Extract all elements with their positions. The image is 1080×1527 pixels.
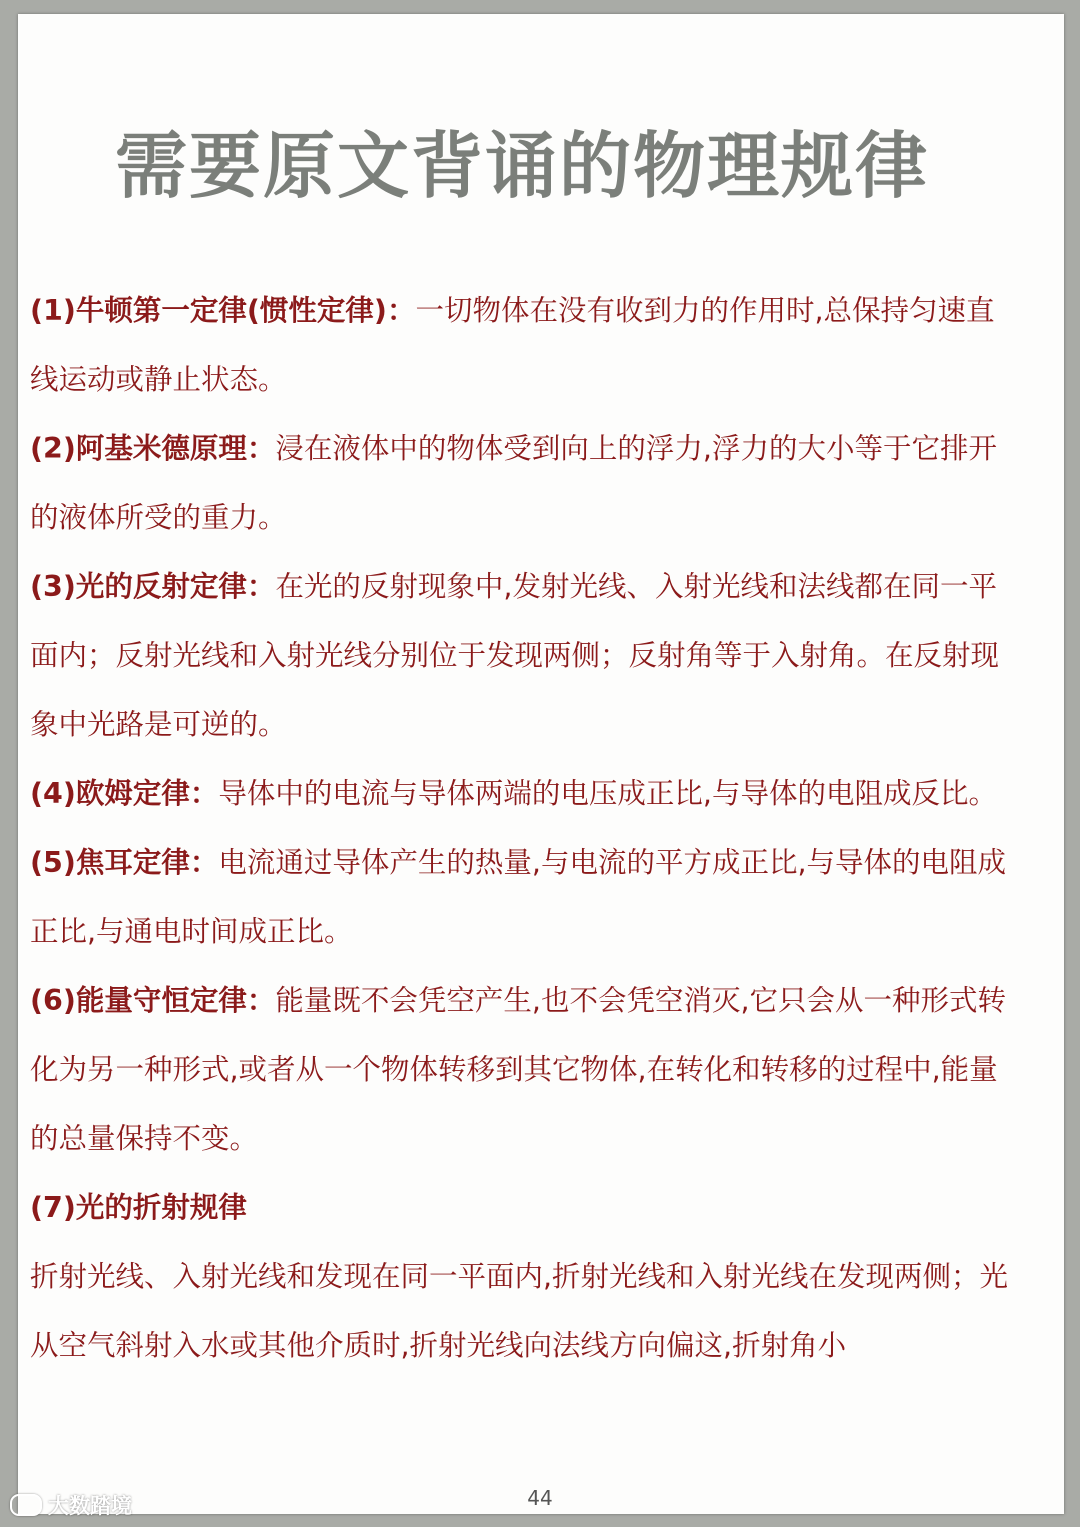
law-separator: ： <box>189 777 219 810</box>
law-text: 在光的反射现象中,发射光线、入射光线和法线都在同一平面内；反射光线和入射光线分别位于发现两侧；反射角等于入射角。在反射现象中光路是可逆的。 <box>30 570 1000 741</box>
law-item-4 <box>30 759 1020 828</box>
law-item-7 <box>30 1173 1020 1242</box>
page-title: 需要原文背诵的物理规律 <box>114 124 929 208</box>
law-item-2 <box>30 414 1020 552</box>
law-item-6 <box>30 966 1020 1173</box>
law-list <box>30 276 1020 1380</box>
law-text: 导体中的电流与导体两端的电压成正比,与导体的电阻成反比。 <box>218 777 997 810</box>
law-heading: (1)牛顿第一定律(惯性定律) <box>30 294 387 327</box>
law-heading: (5)焦耳定律 <box>30 846 190 879</box>
law-heading: (2)阿基米德原理 <box>30 432 247 465</box>
law-heading: (7)光的折射规律 <box>30 1191 247 1224</box>
watermark-logo-icon <box>10 1494 42 1516</box>
law-heading: (3)光的反射定律 <box>30 570 247 603</box>
watermark <box>10 1490 132 1520</box>
law-text: 能量既不会凭空产生,也不会凭空消灭,它只会从一种形式转化为另一种形式,或者从一个物体转移到其它物体,在转化和转移的过程中,能量的总量保持不变。 <box>30 984 1007 1155</box>
law-separator: ： <box>246 432 276 465</box>
law-separator: ： <box>246 984 276 1017</box>
law-text: 一切物体在没有收到力的作用时,总保持匀速直线运动或静止状态。 <box>30 294 995 396</box>
page-number: 44 <box>527 1486 553 1510</box>
law-separator: ： <box>386 294 416 327</box>
law-item-1 <box>30 276 1020 414</box>
law-heading: (6)能量守恒定律 <box>30 984 247 1017</box>
law-heading: (4)欧姆定律 <box>30 777 190 810</box>
law-item-7-body: 折射光线、入射光线和发现在同一平面内,折射光线和入射光线在发现两侧；光从空气斜射入水或其他介质时,折射光线向法线方向偏这,折射角小 <box>30 1260 1009 1362</box>
law-item-5 <box>30 828 1020 966</box>
watermark-text: 大数踏境 <box>48 1494 132 1518</box>
law-text: 浸在液体中的物体受到向上的浮力,浮力的大小等于它排开的液体所受的重力。 <box>30 432 997 534</box>
law-item-3 <box>30 552 1020 759</box>
law-separator: ： <box>189 846 219 879</box>
law-separator: ： <box>246 570 276 603</box>
law-text: 电流通过导体产生的热量,与电流的平方成正比,与导体的电阻成正比,与通电时间成正比。 <box>30 846 1007 948</box>
